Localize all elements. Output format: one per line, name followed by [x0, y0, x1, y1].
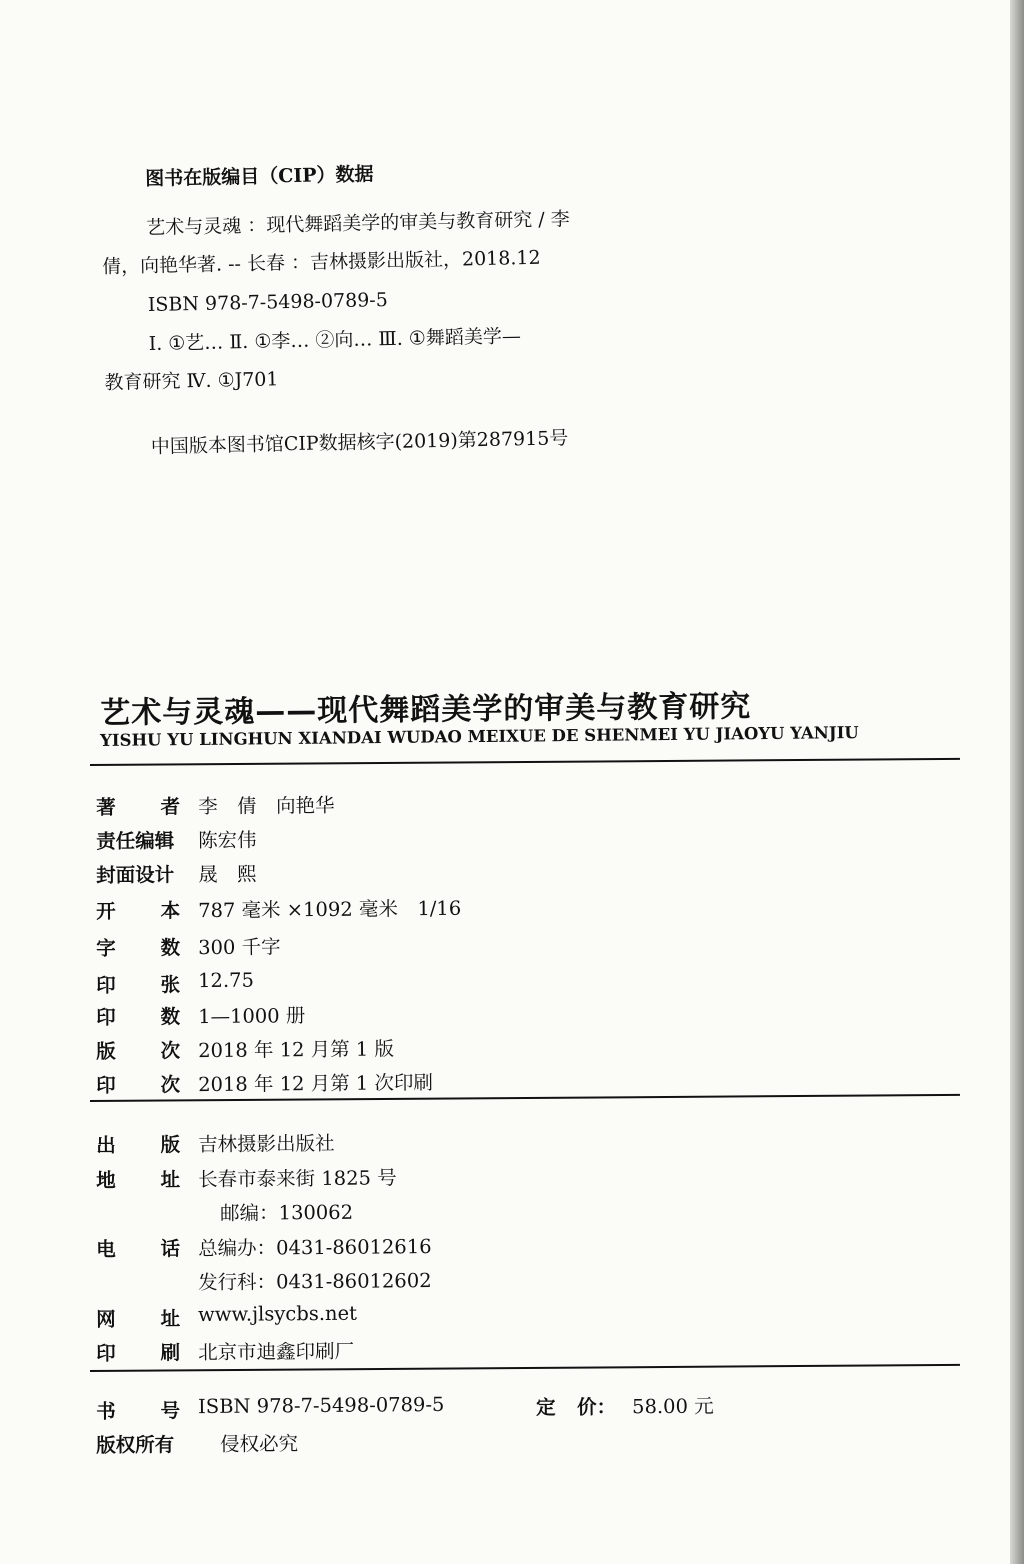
rights-value: 侵权必究 — [220, 1432, 299, 1456]
cip-line-1: 艺术与灵魂 ：现代舞蹈美学的审美与教育研究 / 李 — [146, 207, 570, 239]
website-row — [92, 1296, 962, 1331]
website-label: 网 址 — [96, 1307, 181, 1331]
cip-block — [100, 157, 646, 475]
rights-row — [92, 1422, 962, 1457]
isbn-label: 书 号 — [96, 1399, 181, 1423]
price-label: 定 价： — [536, 1395, 617, 1420]
detail-value: 300 千字 — [198, 935, 281, 960]
detail-value: 陈宏伟 — [198, 828, 257, 853]
postcode-row — [92, 1191, 962, 1225]
detail-author — [92, 784, 962, 819]
detail-label: 字 数 — [96, 936, 181, 960]
cip-line-5: 教育研究 Ⅳ. ①J701 — [104, 368, 279, 395]
detail-label: 印 数 — [96, 1005, 181, 1029]
rights-label: 版权所有 — [96, 1433, 175, 1457]
detail-sheets — [92, 962, 962, 997]
cip-line-2: 倩，向艳华著. -- 长春 ：吉林摄影出版社，2018.12 — [101, 247, 541, 279]
detail-edition — [92, 1028, 962, 1063]
book-title: 艺术与灵魂——现代舞蹈美学的审美与教育研究 — [100, 689, 752, 731]
cip-line-4: Ⅰ. ①艺… Ⅱ. ①李… ②向… Ⅲ. ①舞蹈美学— — [148, 324, 522, 355]
printer-value: 北京市迪鑫印刷厂 — [198, 1339, 355, 1365]
publisher-row — [92, 1122, 962, 1157]
website-value: www.jlsycbs.net — [197, 1301, 358, 1327]
detail-print-run — [92, 994, 962, 1029]
divider-bottom — [90, 1364, 960, 1372]
book-title-pinyin: YISHU YU LINGHUN XIANDAI WUDAO MEIXUE DE SHENMEI YU JIAOYU YANJIU — [100, 723, 859, 750]
detail-value: 2018 年 12 月第 1 次印刷 — [198, 1071, 434, 1097]
page-edge-shadow — [1010, 0, 1024, 1564]
phone-dist-row — [92, 1260, 962, 1295]
detail-value: 李 倩 向艳华 — [198, 793, 335, 819]
cip-core-number: 中国版本图书馆CIP数据核字(2019)第287915号 — [150, 427, 569, 459]
phone-label: 电 话 — [96, 1237, 181, 1261]
detail-label: 印 次 — [96, 1073, 181, 1097]
printer-label: 印 刷 — [96, 1341, 181, 1365]
cip-heading: 图书在版编目（CIP）数据 — [145, 163, 374, 191]
address-row — [92, 1157, 962, 1192]
isbn-value: ISBN 978-7-5498-0789-5 — [197, 1392, 445, 1419]
phone-main-value: 总编办：0431-86012616 — [198, 1235, 432, 1261]
detail-value: 1—1000 册 — [198, 1004, 306, 1029]
phone-dist-value: 发行科：0431-86012602 — [198, 1269, 432, 1295]
postcode-value: 邮编：130062 — [220, 1200, 354, 1225]
detail-word-count — [92, 925, 962, 960]
detail-label: 印 张 — [96, 973, 181, 997]
printer-row — [92, 1330, 962, 1365]
detail-format — [92, 888, 962, 923]
detail-value: 2018 年 12 月第 1 版 — [198, 1037, 395, 1063]
phone-row — [92, 1226, 962, 1261]
detail-label: 开 本 — [96, 899, 181, 923]
detail-cover-design — [92, 852, 962, 887]
detail-label: 封面设计 — [96, 863, 175, 887]
price-value: 58.00 元 — [632, 1394, 714, 1419]
cip-isbn: ISBN 978-7-5498-0789-5 — [147, 289, 389, 317]
divider-top — [90, 758, 960, 766]
detail-editor — [92, 818, 962, 853]
detail-value: 12.75 — [197, 968, 255, 993]
detail-value: 787 毫米 ×1092 毫米 1/16 — [198, 896, 462, 923]
address-label: 地 址 — [96, 1168, 181, 1192]
detail-label: 版 次 — [96, 1039, 181, 1063]
detail-printing — [92, 1062, 962, 1097]
isbn-price-row — [92, 1388, 962, 1423]
address-value: 长春市泰来街 1825 号 — [198, 1166, 397, 1192]
detail-label: 责任编辑 — [96, 829, 175, 853]
detail-label: 著 者 — [96, 795, 181, 819]
detail-value: 晟 熙 — [198, 862, 257, 887]
publisher-value: 吉林摄影出版社 — [198, 1131, 335, 1157]
publisher-label: 出 版 — [96, 1133, 181, 1157]
